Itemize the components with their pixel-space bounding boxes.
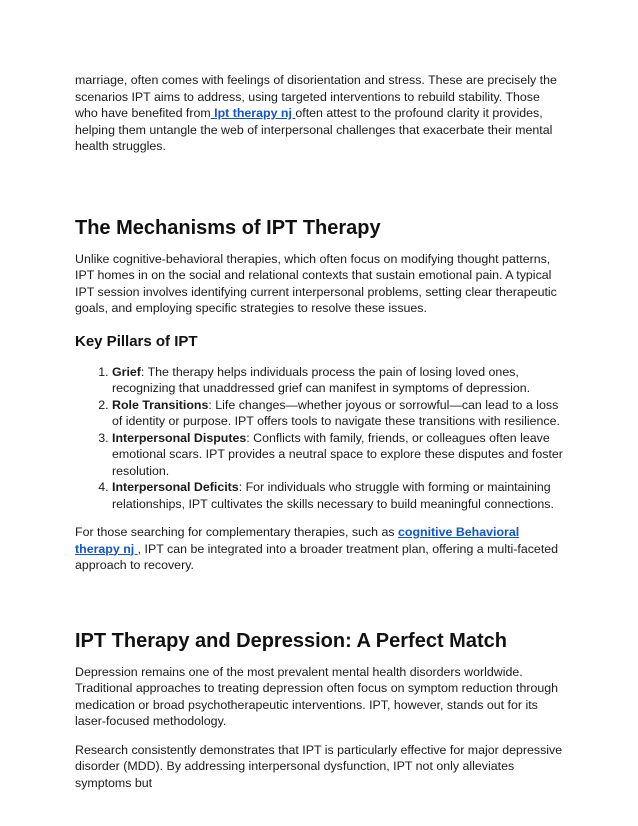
- pillar-text: : The therapy helps individuals process the pain of losing loved ones, recognizing that unaddressed grief can manifest in symptoms of depression.: [112, 364, 531, 395]
- intro-text-after-link: often attest to the profound clarity it provides, helping them untangle the web of interpersonal challenges that exacerbate their mental health struggles.: [75, 106, 553, 153]
- list-item: [112, 397, 565, 430]
- closing-text-after-link: , IPT can be integrated into a broader treatment plan, offering a multi-faceted approach to recovery.: [75, 541, 559, 572]
- mechanisms-paragraph: Unlike cognitive-behavioral therapies, which often focus on modifying thought patterns, IPT homes in on the social and relational contexts that sustain emotional pain. A typical IPT session involves identifying current interpersonal problems, setting clear therapeutic goals, and employing specific strategies to resolve these issues.: [75, 251, 557, 315]
- document-page: [75, 72, 565, 791]
- pillars-list: [75, 364, 565, 513]
- depression-paragraph-1: Depression remains one of the most prevalent mental health disorders worldwide. Traditional approaches to treating depression often focus on symptom reduction through medication or broad psychotherapeutic interventions. IPT, however, stands out for its laser-focused methodology.: [75, 664, 559, 728]
- closing-text-before-link: For those searching for complementary therapies, such as: [75, 525, 398, 539]
- list-item: [112, 479, 565, 512]
- subheading-key-pillars: Key Pillars of IPT: [75, 332, 198, 350]
- section-heading-mechanisms: The Mechanisms of IPT Therapy: [75, 216, 381, 239]
- list-item: [112, 364, 565, 397]
- pillar-term: Interpersonal Disputes: [112, 430, 247, 445]
- pillar-term: Grief: [112, 364, 141, 379]
- pillar-text: : Life changes—whether joyous or sorrowful—can lead to a loss of identity or purpose. IPT offers tools to navigate these transitions with resilience.: [112, 397, 560, 428]
- closing-paragraph: [75, 524, 565, 574]
- pillar-text: : Conflicts with family, friends, or colleagues often leave emotional scars. IPT provides a neutral space to explore these disputes and foster resolution.: [112, 430, 563, 478]
- intro-text-before-link: marriage, often comes with feelings of disorientation and stress. These are precisely the scenarios IPT aims to address, using targeted interventions to rebuild stability. Those who have benefited from: [75, 73, 557, 120]
- list-item: [112, 430, 565, 480]
- pillar-term: Interpersonal Deficits: [112, 480, 239, 494]
- section-heading-depression: IPT Therapy and Depression: A Perfect Match: [75, 629, 507, 652]
- pillar-text: : For individuals who struggle with forming or maintaining relationships, IPT cultivates the skills necessary to build meaningful connections.: [112, 480, 554, 511]
- ipt-therapy-nj-link[interactable]: Ipt therapy nj: [210, 106, 296, 120]
- cognitive-behavioral-therapy-nj-link[interactable]: cognitive Behavioral therapy nj: [75, 525, 520, 556]
- intro-paragraph: [75, 72, 565, 155]
- pillar-term: Role Transitions: [112, 397, 209, 412]
- depression-paragraph-2: Research consistently demonstrates that IPT is particularly effective for major depressive disorder (MDD). By addressing interpersonal dysfunction, IPT not only alleviates symptoms but: [75, 742, 563, 790]
